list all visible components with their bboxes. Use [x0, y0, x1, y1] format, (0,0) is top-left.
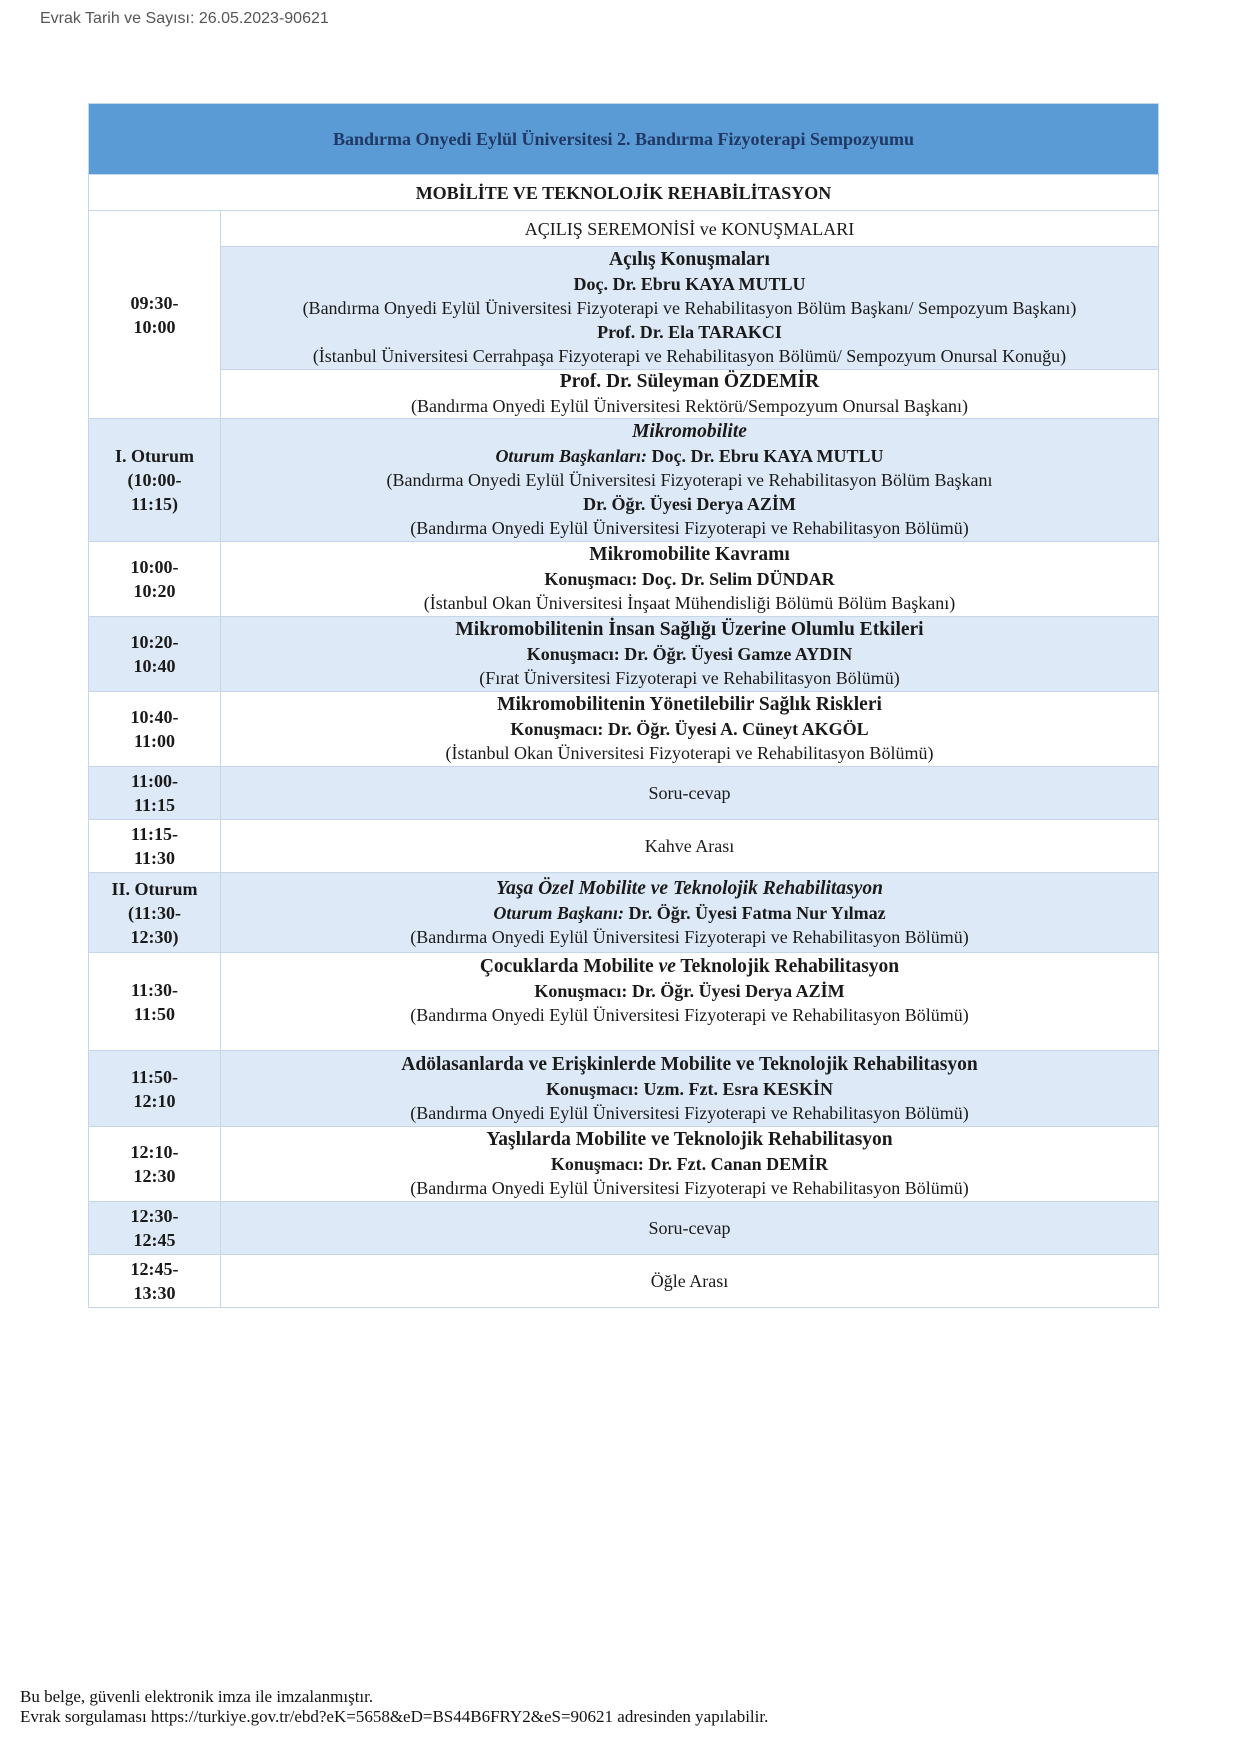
break-row [89, 820, 1159, 873]
time-cell: 10:20- 10:40 [89, 617, 221, 692]
chair-affiliation: (Bandırma Onyedi Eylül Üniversitesi Fizyoterapi ve Rehabilitasyon Bölüm Başkanı [386, 470, 993, 490]
talk-title: Çocuklarda Mobilite ve Teknolojik Rehabilitasyon [479, 956, 900, 977]
speaker-affiliation: (Fırat Üniversitesi Fizyoterapi ve Rehabilitasyon Bölümü) [479, 668, 900, 688]
rector-speech-row [89, 370, 1159, 419]
chair-name: Dr. Öğr. Üyesi Derya AZİM [583, 494, 796, 514]
signature-note: Bu belge, güvenli elektronik imza ile imzalanmıştır. [20, 1687, 374, 1706]
talk-row [89, 1127, 1159, 1202]
session-2-cell [221, 873, 1159, 953]
speaker-name: Dr. Öğr. Üyesi A. Cüneyt AKGÖL [607, 719, 869, 739]
talk-cell [221, 1051, 1159, 1127]
time-cell: 09:30- 10:00 [89, 211, 221, 419]
talk-cell: Mikromobilite Kavramı Konuşmacı: Doç. Dr. Selim DÜNDAR (İstanbul Okan Üniversitesi İnşaat Mühendisliği Bölümü Bölüm Başkanı) [221, 542, 1159, 617]
talk-title: Yaşlılarda Mobilite ve Teknolojik Rehabilitasyon [486, 1129, 893, 1150]
talk-cell [221, 1127, 1159, 1202]
break-label: Öğle Arası [221, 1255, 1159, 1308]
opening-ceremony-row [89, 211, 1159, 247]
time-cell: 12:45- 13:30 [89, 1255, 221, 1308]
talk-title: Mikromobilitenin İnsan Sağlığı Üzerine Olumlu Etkileri [455, 619, 924, 640]
session-1-cell [221, 419, 1159, 542]
page-title: Bandırma Onyedi Eylül Üniversitesi 2. Bandırma Fizyoterapi Sempozyumu [89, 104, 1159, 175]
speaker-label: Konuşmacı: [546, 1078, 640, 1099]
session-topic: Mikromobilite [632, 421, 747, 442]
chair-label: Oturum Başkanı: [493, 902, 624, 923]
speaker-affiliation: (Bandırma Onyedi Eylül Üniversitesi Fizyoterapi ve Rehabilitasyon Bölümü) [410, 1005, 969, 1025]
speaker-name: Doç. Dr. Ebru KAYA MUTLU [573, 274, 806, 294]
speaker-affiliation: (İstanbul Okan Üniversitesi İnşaat Mühendisliği Bölümü Bölüm Başkanı) [423, 593, 956, 613]
speaker-affiliation: (İstanbul Okan Üniversitesi Fizyoterapi ve Rehabilitasyon Bölümü) [445, 743, 934, 763]
subtitle-row [89, 175, 1159, 211]
footer [20, 1687, 768, 1727]
time-cell: 10:00- 10:20 [89, 542, 221, 617]
time-cell: 10:40- 11:00 [89, 692, 221, 767]
verification-note: Evrak sorgulaması https://turkiye.gov.tr/ebd?eK=5658&eD=BS44B6FRY2&eS=90621 adresinden yapılabilir. [20, 1707, 769, 1726]
talk-row [89, 617, 1159, 692]
opening-speeches-cell [221, 247, 1159, 370]
session-1-row [89, 419, 1159, 542]
chair-name: Dr. Öğr. Üyesi Fatma Nur Yılmaz [628, 902, 886, 923]
break-row [89, 767, 1159, 820]
talk-title: Mikromobilitenin Yönetilebilir Sağlık Riskleri [497, 694, 882, 715]
speaker-label: Konuşmacı: [550, 1154, 644, 1174]
break-row [89, 1202, 1159, 1255]
speaker-affiliation: (İstanbul Üniversitesi Cerrahpaşa Fizyoterapi ve Rehabilitasyon Bölümü/ Sempozyum Onursal Konuğu) [312, 346, 1067, 366]
chairs-label: Oturum Başkanları: [495, 446, 647, 466]
opening-speeches-row [89, 247, 1159, 370]
chair-affiliation: (Bandırma Onyedi Eylül Üniversitesi Fizyoterapi ve Rehabilitasyon Bölümü) [410, 926, 969, 947]
speaker-label: Konuşmacı: [534, 981, 628, 1001]
program-table [88, 103, 1159, 1308]
session-topic: Yaşa Özel Mobilite ve Teknolojik Rehabilitasyon [496, 877, 883, 899]
talk-row [89, 1051, 1159, 1127]
talk-title: Mikromobilite Kavramı [589, 544, 790, 565]
speaker-affiliation: (Bandırma Onyedi Eylül Üniversitesi Fizyoterapi ve Rehabilitasyon Bölümü) [410, 1102, 969, 1123]
speaker-label: Konuşmacı [544, 569, 632, 589]
speaker-name: Dr. Öğr. Üyesi Derya AZİM [631, 981, 845, 1001]
break-label: Kahve Arası [221, 820, 1159, 873]
chair-name: Doç. Dr. Ebru KAYA MUTLU [651, 446, 884, 466]
document-reference: Evrak Tarih ve Sayısı: 26.05.2023-90621 [40, 10, 329, 27]
time-cell: 12:10- 12:30 [89, 1127, 221, 1202]
time-cell: 12:30- 12:45 [89, 1202, 221, 1255]
speaker-name: Dr. Öğr. Üyesi Gamze AYDIN [624, 644, 853, 664]
talk-row [89, 542, 1159, 617]
speeches-title: Açılış Konuşmaları [609, 249, 770, 270]
break-label: Soru-cevap [221, 767, 1159, 820]
talk-cell [221, 953, 1159, 1051]
speaker-name: Uzm. Fzt. Esra KESKİN [643, 1078, 833, 1099]
talk-cell [221, 692, 1159, 767]
talk-title: Adölasanlarda ve Erişkinlerde Mobilite ve Teknolojik Rehabilitasyon [401, 1053, 978, 1075]
time-cell: 11:00- 11:15 [89, 767, 221, 820]
speaker-name: Prof. Dr. Ela TARAKCI [597, 322, 782, 342]
speaker-affiliation: (Bandırma Onyedi Eylül Üniversitesi Fizyoterapi ve Rehabilitasyon Bölüm Başkanı/ Sempozyum Başkanı) [302, 298, 1077, 318]
speaker-affiliation: (Bandırma Onyedi Eylül Üniversitesi Fizyoterapi ve Rehabilitasyon Bölümü) [410, 1178, 969, 1198]
chair-affiliation: (Bandırma Onyedi Eylül Üniversitesi Fizyoterapi ve Rehabilitasyon Bölümü) [410, 518, 969, 538]
talk-row [89, 692, 1159, 767]
speaker-label: Konuşmacı [526, 644, 614, 664]
talk-row [89, 953, 1159, 1051]
break-label: Soru-cevap [221, 1202, 1159, 1255]
page-subtitle: MOBİLİTE VE TEKNOLOJİK REHABİLİTASYON [89, 175, 1159, 211]
time-cell: 11:15- 11:30 [89, 820, 221, 873]
rector-speech-cell [221, 370, 1159, 419]
speaker-name: Prof. Dr. Süleyman ÖZDEMİR [559, 371, 820, 392]
time-cell: 11:50- 12:10 [89, 1051, 221, 1127]
time-cell: 11:30- 11:50 [89, 953, 221, 1051]
session-label-cell: I. Oturum (10:00- 11:15) [89, 419, 221, 542]
session-label-cell: II. Oturum (11:30- 12:30) [89, 873, 221, 953]
ceremony-label: AÇILIŞ SEREMONİSİ ve KONUŞMALARI [221, 211, 1159, 247]
speaker-label: Konuşmacı: [510, 719, 604, 739]
speaker-name: Dr. Fzt. Canan DEMİR [648, 1154, 829, 1174]
break-row [89, 1255, 1159, 1308]
speaker-affiliation: (Bandırma Onyedi Eylül Üniversitesi Rektörü/Sempozyum Onursal Başkanı) [411, 396, 968, 416]
title-row [89, 104, 1159, 175]
session-2-row [89, 873, 1159, 953]
speaker-name: Doç. Dr. Selim DÜNDAR [641, 569, 835, 589]
talk-cell: Mikromobilitenin İnsan Sağlığı Üzerine Olumlu Etkileri Konuşmacı: Dr. Öğr. Üyesi Gamze AYDIN (Fırat Üniversitesi Fizyoterapi ve Rehabilitasyon Bölümü) [221, 617, 1159, 692]
